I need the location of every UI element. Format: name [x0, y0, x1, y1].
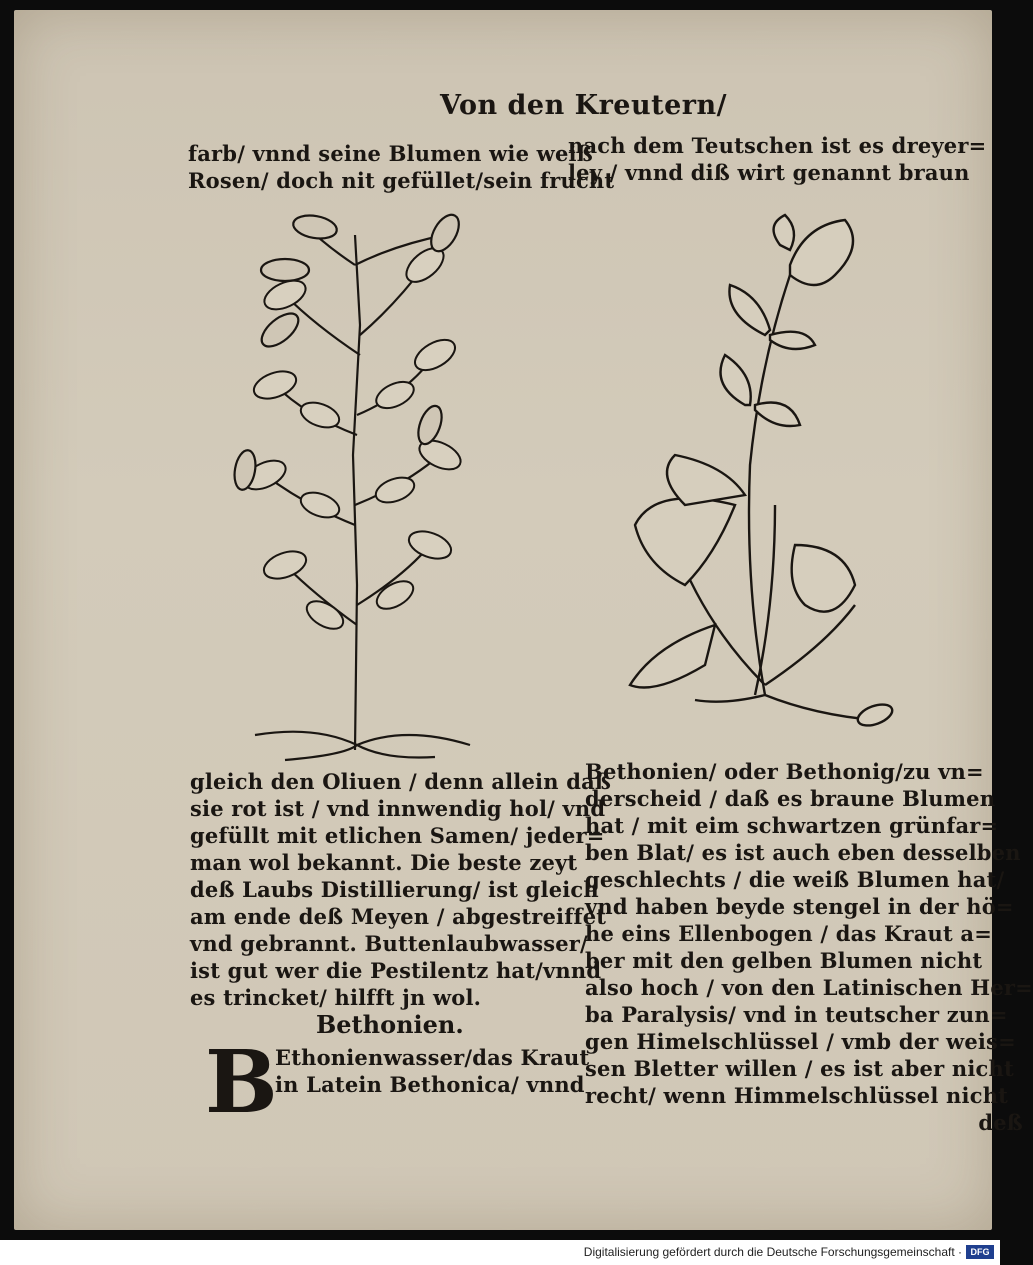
rose-plant-woodcut	[225, 205, 485, 765]
text-line: gleich den Oliuen / denn allein daß	[190, 769, 612, 794]
betony-plant-woodcut	[615, 205, 905, 735]
text-line: man wol bekannt. Die beste zeyt	[190, 850, 578, 875]
text-line: recht/ wenn Himmelschlüssel nicht	[585, 1083, 1009, 1108]
dfg-logo[interactable]: DFG	[966, 1245, 994, 1259]
text-line: Rosen/ doch nit gefüllet/sein frucht	[188, 168, 615, 193]
text-line: Bethonien/ oder Bethonig/zu vn=	[585, 759, 984, 784]
text-line: gen Himelschlüssel / vmb der weis=	[585, 1029, 1016, 1054]
running-header: Von den Kreutern/	[440, 90, 727, 121]
left-column-after-cap	[275, 1044, 589, 1098]
funding-credit: Digitalisierung gefördert durch die Deutsche Forschungsgemeinschaft ·	[583, 1245, 962, 1259]
text-line: am ende deß Meyen / abgestreiffet	[190, 904, 607, 929]
text-line: vnd gebrannt. Buttenlaubwasser/	[190, 931, 588, 956]
text-line: deß Laubs Distillierung/ ist gleich	[190, 877, 599, 902]
text-line: he eins Ellenbogen / das Kraut a=	[585, 921, 992, 946]
text-line: nach dem Teutschen ist es dreyer=	[568, 133, 987, 158]
text-line: sie rot ist / vnd innwendig hol/ vnd	[190, 796, 606, 821]
text-line: Ethonienwasser/das Kraut	[275, 1045, 590, 1070]
text-line: geschlechts / die weiß Blumen hat/	[585, 867, 1005, 892]
text-line: in Latein Bethonica/ vnnd	[275, 1072, 585, 1097]
left-column-bottom	[190, 768, 611, 1011]
text-line: vnd haben beyde stengel in der hö=	[585, 894, 1014, 919]
right-column-top	[568, 132, 986, 186]
text-line: ber mit den gelben Blumen nicht	[585, 948, 983, 973]
catchword: deß	[978, 1110, 1023, 1135]
text-line: sen Bletter willen / es ist aber nicht	[585, 1056, 1014, 1081]
text-line: es trincket/ hilfft jn wol.	[190, 985, 482, 1010]
text-line: also hoch / von den Latinischen Her=	[585, 975, 1033, 1000]
text-line: hat / mit eim schwartzen grünfar=	[585, 813, 999, 838]
text-line: ist gut wer die Pestilentz hat/vnnd	[190, 958, 602, 983]
drop-cap-letter: B	[205, 1032, 278, 1133]
text-line: ben Blat/ es ist auch eben desselben	[585, 840, 1021, 865]
text-line: gefüllt mit etlichen Samen/ jeder=	[190, 823, 605, 848]
left-column-top	[188, 140, 614, 194]
text-line: farb/ vnnd seine Blumen wie weiß	[188, 141, 593, 166]
section-heading: Bethonien.	[316, 1010, 464, 1039]
right-column-bottom	[585, 758, 1033, 1136]
text-line: ba Paralysis/ vnd in teutscher zun=	[585, 1002, 1008, 1027]
text-line: derscheid / daß es braune Blumen	[585, 786, 996, 811]
text-line: ley / vnnd diß wirt genannt braun	[568, 160, 970, 185]
